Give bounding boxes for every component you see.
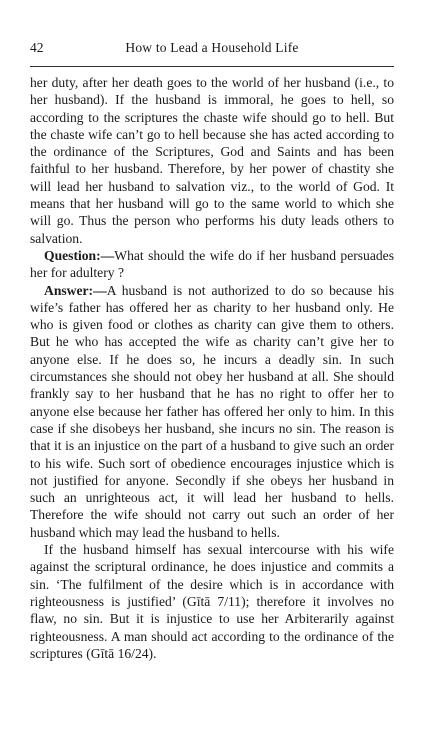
page-number: 42: [30, 40, 44, 55]
question-paragraph: [30, 247, 394, 282]
paragraph-text: If the husband himself has sexual intercourse with his wife against the scriptural ordinance, he does injustice and commits a sin. ‘The fulfilment of the desire which is in accordance with righteousness is justified’ (Gītā 7/11); therefore it involves no flaw, no sin. But it is injustice to use her Arbiterarily against righteousness. A man should act according to the ordinance of the scriptures (Gītā 16/24).: [30, 542, 394, 661]
running-title: How to Lead a Household Life: [125, 40, 299, 55]
paragraph-continuation: [30, 74, 394, 247]
question-text: What should the wife do if her husband persuades her for adultery ?: [30, 247, 394, 281]
paragraph-text: her duty, after her death goes to the world of her husband (i.e., to her husband). If the husband is immoral, he goes to hell, so according to the scriptures the chaste wife should go to hell. But the chaste wife can’t go to hell because she has acted according to the ordinance of the Scriptures, God and Saints and has been faithful to her husband. Therefore, by her power of chastity she will lead her husband to salvation viz., to the world of God. It means that her husband will go to the same world to which she will go. Thus the person who performs his duty leads others to salvation.: [30, 75, 394, 246]
answer-paragraph: [30, 282, 394, 541]
answer-text: A husband is not authorized to do so because his wife’s father has offered her as charity to her husband only. He who is given food or clothes as charity can give them to others. But he who has accepted the wife as charity can’t give her to anyone else. If he does so, he incurs a deadly sin. In such circumstances she should not obey her husband at all. She should frankly say to her husband that he has no right to offer her to anyone else because her father has offered her only to him. In this case if she disobeys her husband, she incurs no sin. The reason is that it is an injustice on the part of a husband to give such an order to his wife. Such sort of obedience encourages injustice which is not justified for anyone. Secondly if she obeys her husband in such an unrighteous act, it will lead her husband to hells. Therefore the wife should not carry out such an order of her husband which may lead the husband to hells.: [30, 282, 394, 540]
closing-paragraph: [30, 541, 394, 662]
page-header: [30, 40, 394, 58]
header-rule: [30, 66, 394, 67]
body-text: [30, 74, 394, 662]
question-label: Question:—: [44, 247, 115, 263]
answer-label: Answer:—: [44, 282, 107, 298]
